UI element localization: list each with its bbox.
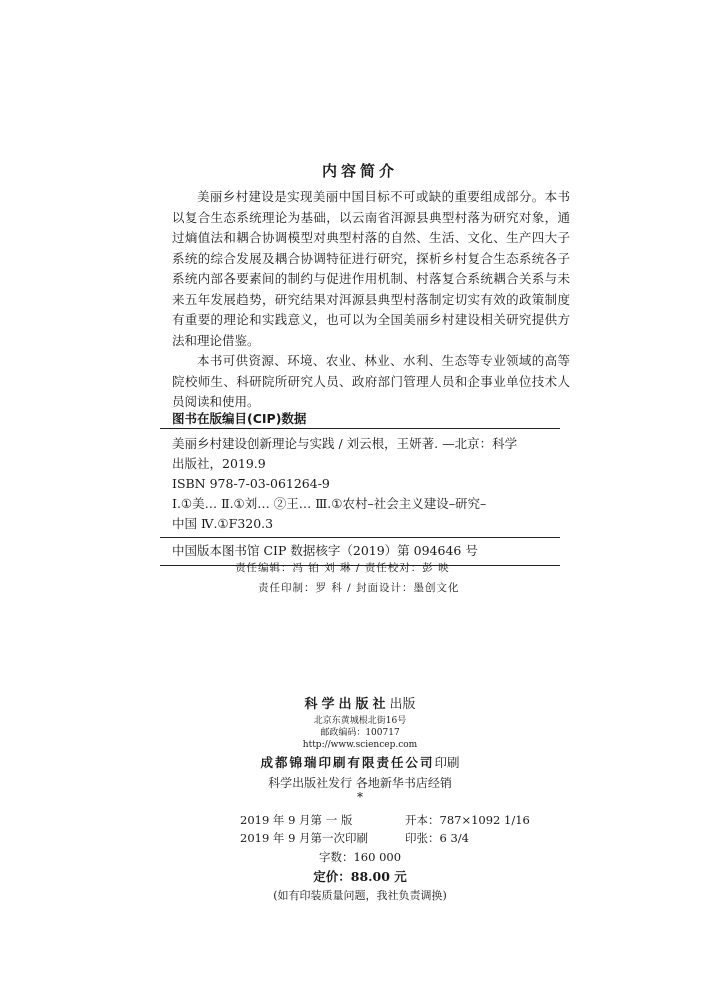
cip-isbn: ISBN 978-7-03-061264-9	[172, 476, 330, 491]
printer	[0, 753, 720, 771]
publisher-url: http://www.sciencep.com	[302, 740, 418, 750]
printing-row	[240, 830, 469, 846]
first-print: 2019 年 9 月第一次印刷	[240, 831, 369, 845]
edition-row	[240, 812, 530, 828]
publisher-postcode: 邮政编码：100717	[320, 728, 400, 738]
cip-record	[160, 428, 560, 566]
format: 开本：787×1092 1/16	[405, 813, 530, 827]
quality-note: (如有印装质量问题，我社负责调换)	[273, 889, 447, 902]
credits-editors: 责任编辑：冯 铂 刘 琳 / 责任校对：彭 映	[235, 562, 450, 574]
publisher-address: 北京东黄城根北街16号	[313, 716, 407, 726]
cip-line: 美丽乡村建设创新理论与实践 / 刘云根，王妍著. —北京：科学	[172, 436, 518, 451]
cip-line: 出版社，2019.9	[172, 456, 266, 471]
cip-line: 中国 Ⅳ.①F320.3	[172, 516, 274, 531]
price: 定价：88.00 元	[313, 869, 407, 884]
cip-footer: 中国版本图书馆 CIP 数据核字（2019）第 094646 号	[160, 537, 560, 561]
publisher-suffix: 出版	[389, 697, 416, 712]
credits-production: 责任印制：罗 科 / 封面设计：墨创文化	[258, 582, 460, 594]
summary-title: 内容简介	[321, 162, 398, 180]
star-divider: *	[357, 790, 363, 804]
publisher-name: 科学出版社	[304, 697, 390, 712]
publisher	[0, 693, 720, 712]
cip-line: Ⅰ.①美… Ⅱ.①刘… ②王… Ⅲ.①农村–社会主义建设–研究–	[172, 496, 487, 511]
summary-body	[172, 187, 570, 413]
summary-paragraph: 美丽乡村建设是实现美丽中国目标不可或缺的重要组成部分。本书以复合生态系统理论为基础，以云南省洱源县典型村落为研究对象，通过熵值法和耦合协调模型对典型村落的自然、生活、文化、生产四大子系统的综合发展及耦合协调特征进行研究，探析乡村复合生态系统各子系统内部各要素间的制约与促进作用机制、村落复合系统耦合关系与未来五年发展趋势，研究结果对洱源县典型村落制定切实有效的政策制度有重要的理论和实践意义，也可以为全国美丽乡村建设相关研究提供方法和理论借鉴。	[172, 189, 570, 348]
sheets: 印张：6 3/4	[405, 831, 469, 845]
first-edition: 2019 年 9 月第 一 版	[240, 813, 353, 827]
summary-paragraph: 本书可供资源、环境、农业、林业、水利、生态等专业领域的高等院校师生、科研院所研究人员、政府部门管理人员和企事业单位技术人员阅读和使用。	[172, 353, 570, 409]
distribution: 科学出版社发行 各地新华书店经销	[268, 776, 452, 790]
word-count: 字数：160 000	[318, 850, 402, 864]
cip-title: 图书在版编目(CIP)数据	[172, 411, 307, 426]
printer-suffix: 印刷	[434, 755, 460, 770]
printer-name: 成都锦瑞印刷有限责任公司	[260, 755, 435, 770]
